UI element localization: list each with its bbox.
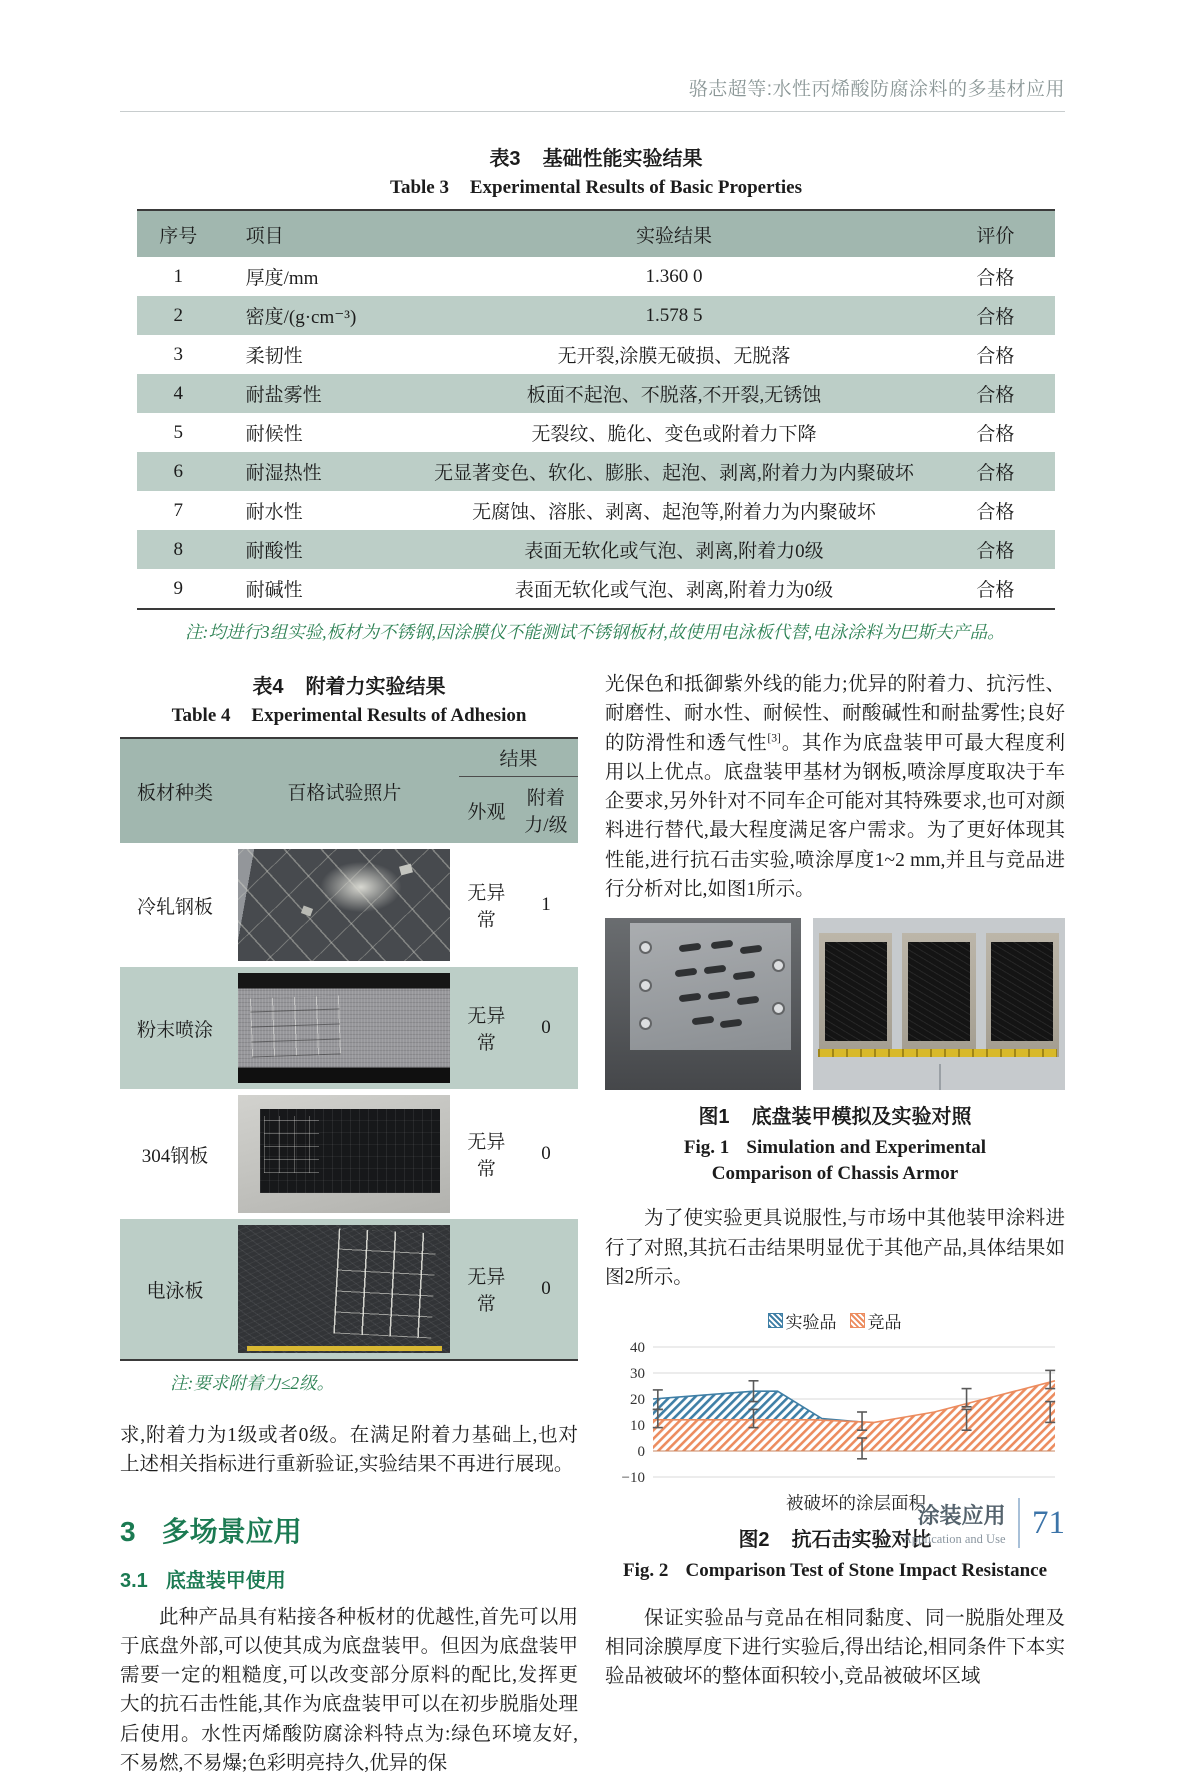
svg-text:20: 20	[630, 1392, 645, 1408]
page-number: 71	[1032, 1505, 1065, 1542]
appearance-cell: 无异常	[459, 967, 514, 1089]
table3-cell: 7	[137, 491, 220, 530]
table4-col-adhesion: 附着力/级	[514, 777, 578, 844]
table3-cell: 合格	[936, 452, 1055, 491]
figure2-caption-en	[605, 1558, 1065, 1584]
table3-caption-cn	[137, 142, 1055, 171]
figure2-label-en: Fig. 2	[623, 1560, 668, 1581]
right-paragraph-1	[605, 670, 1065, 904]
footer-divider	[1018, 1498, 1021, 1548]
table3-cell: 1.578 5	[412, 296, 935, 335]
test-panel-2	[902, 933, 975, 1057]
table3-row	[137, 413, 1055, 452]
table3-cell: 耐候性	[220, 413, 413, 452]
footer-title-cn: 涂装应用	[903, 1499, 1006, 1530]
armor-slot	[707, 991, 730, 1001]
figure2-label-cn: 图2	[738, 1529, 769, 1551]
table3-cell: 1	[137, 257, 220, 296]
crosshatch-test-photo-cold-rolled-steel	[238, 849, 450, 961]
screw	[772, 959, 785, 972]
running-head: 骆志超等:水性丙烯酸防腐涂料的多基材应用	[120, 0, 1065, 101]
photo-cell	[230, 967, 459, 1089]
footer-column-title	[903, 1499, 1006, 1547]
table3-header-row	[137, 210, 1055, 257]
test-panel-3	[986, 933, 1059, 1057]
armor-slot	[678, 993, 701, 1003]
table3-cell: 无腐蚀、溶胀、剥离、起泡等,附着力为内聚破坏	[412, 491, 935, 530]
table3-cell: 耐水性	[220, 491, 413, 530]
coating-area	[991, 942, 1052, 1041]
legend-item-实验品	[769, 1308, 837, 1333]
table4-caption-en	[120, 705, 578, 727]
yellow-tape	[818, 1049, 1057, 1057]
table3-row	[137, 452, 1055, 491]
board-type-cell: 电泳板	[120, 1219, 230, 1360]
yellow-label-strip	[247, 1346, 442, 1351]
crosshatch-scratches	[333, 1229, 436, 1339]
legend-swatch	[851, 1314, 864, 1327]
page-footer	[903, 1498, 1065, 1548]
table3-cell: 9	[137, 569, 220, 609]
table4-title-cn: 附着力实验结果	[306, 676, 446, 698]
test-panels-photo	[813, 918, 1065, 1090]
table3-cell: 合格	[936, 413, 1055, 452]
table3-block	[137, 142, 1055, 644]
table4-note: 注:要求附着力≤2级。	[120, 1370, 578, 1395]
armor-slot	[736, 996, 759, 1006]
svg-text:10: 10	[630, 1418, 645, 1434]
table3-cell: 4	[137, 374, 220, 413]
table4-col-result: 结果	[459, 738, 578, 777]
appearance-cell: 无异常	[459, 843, 514, 967]
header-rule	[120, 111, 1065, 112]
figure1	[605, 918, 1065, 1090]
svg-text:−10: −10	[622, 1470, 645, 1486]
table3-cell: 3	[137, 335, 220, 374]
figure2-chart	[605, 1308, 1065, 1515]
table3-header-cell: 项目	[220, 210, 413, 257]
table3-label-en: Table 3	[390, 177, 449, 198]
table3-note: 注:均进行3组实验,板材为不锈钢,因涂膜仪不能测试不锈钢板材,故使用电泳板代替,电泳涂料为巴斯夫产品。	[137, 619, 1055, 644]
appearance-cell: 无异常	[459, 1219, 514, 1360]
table3-header-cell: 序号	[137, 210, 220, 257]
board-type-cell: 粉末喷涂	[120, 967, 230, 1089]
figure2-title-cn: 抗石击实验对比	[792, 1529, 932, 1551]
svg-text:40: 40	[630, 1340, 645, 1356]
p1-text-a: 光保色和抵御紫外线的能力;优异的附着力、抗污性、耐磨性、耐水性、耐候性、耐酸碱性和耐盐雾性;良好的防滑性和透气性	[605, 674, 1065, 754]
subsection-heading	[120, 1564, 578, 1593]
armor-slot	[733, 970, 756, 980]
left-paragraph-continued: 求,附着力为1级或者0级。在满足附着力基础上,也对上述相关指标进行重新验证,实验结果不再进行展现。	[120, 1421, 578, 1480]
armor-slot	[691, 1016, 714, 1026]
table3-header-cell: 实验结果	[412, 210, 935, 257]
table3	[137, 209, 1055, 610]
crosshatch-test-photo-steel-304	[238, 1095, 450, 1213]
screw	[772, 1002, 785, 1015]
table4-row	[120, 843, 578, 967]
adhesion-grade-cell: 0	[514, 967, 578, 1089]
legend-item-竞品	[851, 1308, 902, 1333]
table4-header	[120, 738, 578, 843]
adhesion-grade-cell: 1	[514, 843, 578, 967]
chart-legend	[605, 1308, 1065, 1333]
section-heading	[120, 1510, 578, 1550]
screw	[639, 979, 652, 992]
table3-cell: 8	[137, 530, 220, 569]
table3-caption-en	[137, 177, 1055, 199]
armor-slot	[710, 940, 733, 950]
photo-cell	[230, 1219, 459, 1360]
table3-cell: 耐湿热性	[220, 452, 413, 491]
section-number: 3	[120, 1516, 136, 1547]
table3-row	[137, 569, 1055, 609]
table4-title-en: Experimental Results of Adhesion	[251, 705, 526, 726]
table3-cell: 表面无软化或气泡、剥离,附着力为0级	[412, 569, 935, 609]
table3-cell: 合格	[936, 374, 1055, 413]
table3-cell: 6	[137, 452, 220, 491]
table4-row	[120, 1219, 578, 1360]
table3-cell: 无裂纹、脆化、变色或附着力下降	[412, 413, 935, 452]
armor-slot	[720, 1019, 743, 1029]
table3-cell: 表面无软化或气泡、剥离,附着力0级	[412, 530, 935, 569]
table3-cell: 合格	[936, 335, 1055, 374]
board-type-cell: 304钢板	[120, 1089, 230, 1219]
table3-cell: 耐盐雾性	[220, 374, 413, 413]
table3-cell: 无显著变色、软化、膨胀、起泡、剥离,附着力为内聚破坏	[412, 452, 935, 491]
right-column	[605, 670, 1065, 1778]
table3-cell: 合格	[936, 257, 1055, 296]
coating-area	[908, 942, 969, 1041]
crosshatch-test-photo-electrophoresis	[238, 1225, 450, 1353]
svg-text:0: 0	[638, 1444, 646, 1460]
adhesion-grade-cell: 0	[514, 1089, 578, 1219]
adhesion-grade-cell: 0	[514, 1219, 578, 1360]
table3-row	[137, 530, 1055, 569]
crosshatch-scratches	[264, 1116, 319, 1173]
p1-text-b: 。其作为底盘装甲可最大程度利用以上优点。底盘装甲基材为钢板,喷涂厚度取决于车企要求,另外针对不同车企可能对其特殊要求,也可对颜料进行替代,最大程度满足客户需求。为了更好体现其性能,进行抗石击实验,喷涂厚度1~2 mm,并且与竞品进行分析对比,如图1所示。	[605, 733, 1065, 900]
table3-cell: 柔韧性	[220, 335, 413, 374]
figure1-caption-cn	[605, 1100, 1065, 1129]
subsection-title: 底盘装甲使用	[166, 1570, 286, 1592]
table4-col-board: 板材种类	[120, 738, 230, 843]
chassis-armor-simulation-photo	[605, 918, 801, 1090]
table3-header-cell: 评价	[936, 210, 1055, 257]
table3-cell: 合格	[936, 569, 1055, 609]
figure1-label-cn: 图1	[698, 1106, 729, 1128]
left-column	[120, 670, 578, 1778]
table3-cell: 密度/(g·cm⁻³)	[220, 296, 413, 335]
armor-slot	[675, 968, 698, 978]
appearance-cell: 无异常	[459, 1089, 514, 1219]
test-panel-1	[819, 933, 892, 1057]
screw	[639, 941, 652, 954]
crosshatch-test-photo-powder-coated	[238, 973, 450, 1083]
citation-3: [3]	[767, 731, 781, 744]
board-type-cell: 冷轧钢板	[120, 843, 230, 967]
legend-label: 实验品	[786, 1308, 837, 1333]
table3-cell: 合格	[936, 491, 1055, 530]
table4-caption-cn	[120, 670, 578, 699]
table3-row	[137, 296, 1055, 335]
hanging-line	[939, 1064, 941, 1090]
right-paragraph-2: 为了使实验更具说服性,与市场中其他装甲涂料进行了对照,其抗石击结果明显优于其他产品,具体结果如图2所示。	[605, 1204, 1065, 1292]
table3-cell: 耐酸性	[220, 530, 413, 569]
table3-cell: 2	[137, 296, 220, 335]
table4-label-cn: 表4	[252, 676, 283, 698]
table3-row	[137, 257, 1055, 296]
table4-row	[120, 967, 578, 1089]
table4-col-photo: 百格试验照片	[230, 738, 459, 843]
armor-slot	[739, 945, 762, 955]
crosshatch-scratches	[250, 996, 341, 1058]
scratch-lines	[238, 849, 450, 961]
table3-row	[137, 374, 1055, 413]
screw	[639, 1017, 652, 1030]
table3-label-cn: 表3	[489, 148, 520, 170]
stone-impact-chart	[605, 1341, 1065, 1483]
coating-area	[825, 942, 886, 1041]
table3-cell: 板面不起泡、不脱落,不开裂,无锈蚀	[412, 374, 935, 413]
table3-row	[137, 491, 1055, 530]
legend-swatch	[769, 1314, 782, 1327]
subsection-number: 3.1	[120, 1570, 148, 1592]
photo-cell	[230, 1089, 459, 1219]
table3-cell: 厚度/mm	[220, 257, 413, 296]
table3-row	[137, 335, 1055, 374]
chassis-plate	[630, 923, 791, 1050]
legend-label: 竞品	[868, 1308, 902, 1333]
table3-cell: 合格	[936, 530, 1055, 569]
table3-cell: 无开裂,涂膜无破损、无脱落	[412, 335, 935, 374]
table4-col-appearance: 外观	[459, 777, 514, 844]
figure1-label-en: Fig. 1	[684, 1137, 729, 1158]
chart-x-label: 被破坏的涂层面积	[605, 1490, 1065, 1515]
table3-cell: 5	[137, 413, 220, 452]
figure1-title-en: Simulation and Experimental Comparison of Chassis Armor	[712, 1137, 986, 1184]
right-paragraph-3: 保证实验品与竞品在相同黏度、同一脱脂处理及相同涂膜厚度下进行实验后,得出结论,相同条件下本实验品被破坏的整体面积较小,竞品被破坏区域	[605, 1604, 1065, 1692]
table4-row	[120, 1089, 578, 1219]
table3-cell: 1.360 0	[412, 257, 935, 296]
footer-title-en: Application and Use	[903, 1532, 1006, 1547]
table3-title-en: Experimental Results of Basic Properties	[470, 177, 802, 198]
figure1-title-cn: 底盘装甲模拟及实验对照	[752, 1106, 972, 1128]
armor-slot	[678, 942, 701, 952]
table4	[120, 737, 578, 1361]
armor-slot	[704, 965, 727, 975]
section-title: 多场景应用	[162, 1516, 302, 1547]
figure2-title-en: Comparison Test of Stone Impact Resistance	[685, 1560, 1047, 1581]
photo-cell	[230, 843, 459, 967]
svg-text:30: 30	[630, 1366, 645, 1382]
figure1-caption-en	[605, 1135, 1065, 1186]
table3-cell: 耐碱性	[220, 569, 413, 609]
table3-cell: 合格	[936, 296, 1055, 335]
left-paragraph: 此种产品具有粘接各种板材的优越性,首先可以用于底盘外部,可以使其成为底盘装甲。但因为底盘装甲需要一定的粗糙度,可以改变部分原料的配比,发挥更大的抗石击性能,其作为底盘装甲可以在初步脱脂处理后使用。水性丙烯酸防腐涂料特点为:绿色环境友好,不易燃,不易爆;色彩明亮持久,优异的保	[120, 1603, 578, 1778]
table3-title-cn: 基础性能实验结果	[543, 148, 703, 170]
table4-label-en: Table 4	[172, 705, 231, 726]
